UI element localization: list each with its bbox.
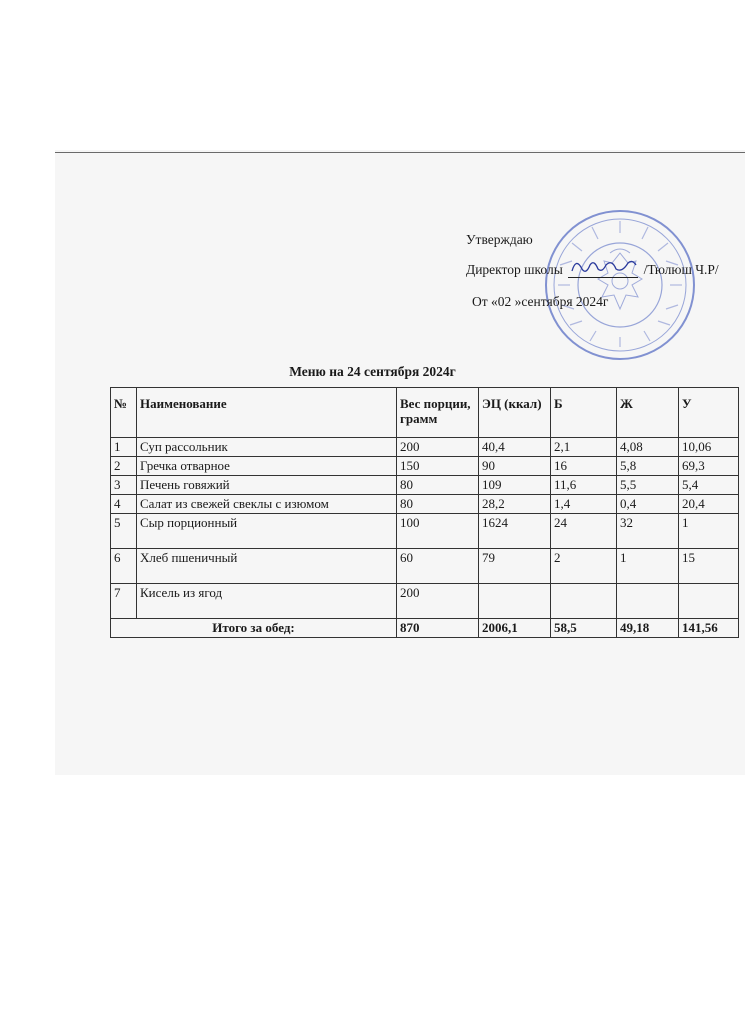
- row-kcal: 90: [479, 457, 551, 476]
- row-name: Салат из свежей свеклы с изюмом: [137, 495, 397, 514]
- table-row: [111, 438, 739, 457]
- director-label: Директор школы: [466, 262, 563, 277]
- row-carbs: [679, 584, 739, 619]
- row-fat: 1: [617, 549, 679, 584]
- row-num: 6: [111, 549, 137, 584]
- row-name: Печень говяжий: [137, 476, 397, 495]
- row-weight: 150: [397, 457, 479, 476]
- header-weight: Вес порции, грамм: [397, 388, 479, 438]
- row-kcal: 40,4: [479, 438, 551, 457]
- total-protein: 58,5: [551, 619, 617, 638]
- row-protein: 24: [551, 514, 617, 549]
- row-carbs: 5,4: [679, 476, 739, 495]
- row-carbs: 20,4: [679, 495, 739, 514]
- table-row: [111, 584, 739, 619]
- header-carbs: У: [679, 388, 739, 438]
- header-num: №: [111, 388, 137, 438]
- school-seal-stamp: [540, 205, 700, 365]
- row-kcal: 1624: [479, 514, 551, 549]
- row-fat: 5,5: [617, 476, 679, 495]
- row-kcal: 109: [479, 476, 551, 495]
- total-carbs: 141,56: [679, 619, 739, 638]
- row-fat: [617, 584, 679, 619]
- table-row: [111, 514, 739, 549]
- row-num: 4: [111, 495, 137, 514]
- approval-date: От «02 »сентября 2024г: [472, 294, 609, 309]
- row-carbs: 69,3: [679, 457, 739, 476]
- total-row: [111, 619, 739, 638]
- row-num: 1: [111, 438, 137, 457]
- header-kcal: ЭЦ (ккал): [479, 388, 551, 438]
- row-protein: 16: [551, 457, 617, 476]
- table-row: [111, 476, 739, 495]
- total-label: Итого за обед:: [111, 619, 397, 638]
- row-fat: 0,4: [617, 495, 679, 514]
- director-name: /Тюлюш Ч.Р/: [643, 262, 719, 277]
- row-protein: [551, 584, 617, 619]
- row-name: Гречка отварное: [137, 457, 397, 476]
- row-num: 5: [111, 514, 137, 549]
- row-num: 2: [111, 457, 137, 476]
- row-num: 3: [111, 476, 137, 495]
- director-line: [466, 262, 719, 278]
- row-protein: 2: [551, 549, 617, 584]
- row-weight: 80: [397, 495, 479, 514]
- table-header-row: [111, 388, 739, 438]
- scan-edge-line: [55, 152, 745, 153]
- row-name: Суп рассольник: [137, 438, 397, 457]
- signature-line: [568, 263, 638, 278]
- row-carbs: 1: [679, 514, 739, 549]
- total-kcal: 2006,1: [479, 619, 551, 638]
- menu-table: [110, 387, 739, 638]
- row-fat: 4,08: [617, 438, 679, 457]
- header-name: Наименование: [137, 388, 397, 438]
- row-fat: 32: [617, 514, 679, 549]
- row-weight: 60: [397, 549, 479, 584]
- row-weight: 80: [397, 476, 479, 495]
- total-fat: 49,18: [617, 619, 679, 638]
- row-name: Сыр порционный: [137, 514, 397, 549]
- row-kcal: 79: [479, 549, 551, 584]
- row-weight: 100: [397, 514, 479, 549]
- row-name: Хлеб пшеничный: [137, 549, 397, 584]
- row-name: Кисель из ягод: [137, 584, 397, 619]
- handwritten-signature: [568, 253, 638, 277]
- row-protein: 2,1: [551, 438, 617, 457]
- header-protein: Б: [551, 388, 617, 438]
- row-kcal: 28,2: [479, 495, 551, 514]
- total-weight: 870: [397, 619, 479, 638]
- header-fat: Ж: [617, 388, 679, 438]
- approve-label: Утверждаю: [466, 232, 533, 247]
- row-carbs: 10,06: [679, 438, 739, 457]
- row-protein: 11,6: [551, 476, 617, 495]
- row-weight: 200: [397, 584, 479, 619]
- row-weight: 200: [397, 438, 479, 457]
- row-carbs: 15: [679, 549, 739, 584]
- menu-title: Меню на 24 сентября 2024г: [289, 364, 456, 379]
- table-row: [111, 457, 739, 476]
- table-row: [111, 495, 739, 514]
- table-row: [111, 549, 739, 584]
- row-fat: 5,8: [617, 457, 679, 476]
- row-protein: 1,4: [551, 495, 617, 514]
- row-kcal: [479, 584, 551, 619]
- row-num: 7: [111, 584, 137, 619]
